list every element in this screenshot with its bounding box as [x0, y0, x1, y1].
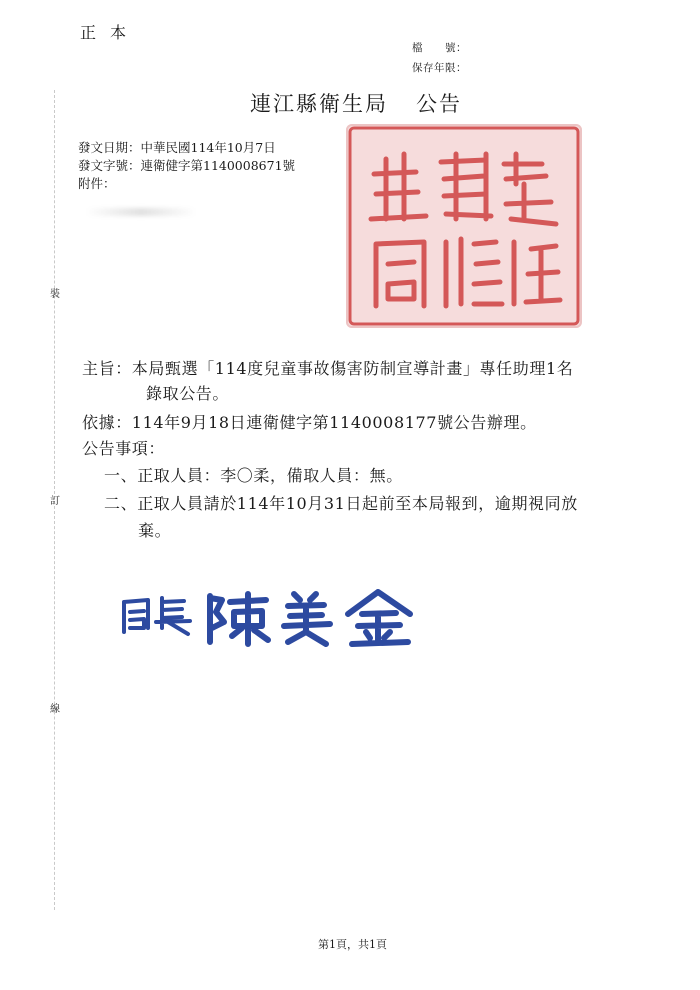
subject-line-2: 錄取公告。 [146, 384, 230, 403]
signature-graphic [118, 588, 428, 648]
margin-mark-line: 線 [50, 704, 60, 715]
items-heading: 公告事項： [82, 439, 166, 458]
agency-name: 連江縣衛生局 [250, 92, 388, 116]
scan-smudge [86, 208, 196, 216]
subject-line-1: 主旨：本局甄選「114度兒童事故傷害防制宣導計畫」專任助理1名 [82, 359, 574, 378]
document-kind: 公告 [416, 92, 462, 116]
seal-stamp-graphic [346, 124, 582, 328]
issue-date: 發文日期：中華民國114年10月7日 [78, 140, 276, 155]
issue-number: 發文字號：連衛健字第1140008671號 [78, 158, 296, 173]
file-number-label: 檔 號： [412, 42, 467, 54]
announcement-item-1: 一、正取人員：李〇柔，備取人員：無。 [104, 466, 403, 485]
basis-line: 依據：114年9月18日連衛健字第1140008177號公告辦理。 [82, 413, 537, 432]
document-title [250, 88, 462, 118]
official-seal [346, 124, 582, 328]
attachment-label: 附件： [78, 176, 116, 191]
margin-mark-bind: 裝 [50, 289, 60, 300]
retention-period-label: 保存年限： [412, 62, 467, 74]
margin-mark-staple: 訂 [50, 496, 60, 507]
copy-type-label: 正本 [80, 23, 141, 42]
director-signature-stamp [118, 588, 428, 648]
page-footer: 第1頁，共1頁 [318, 938, 387, 951]
announcement-item-2-line-2: 棄。 [138, 521, 172, 540]
announcement-item-2-line-1: 二、正取人員請於114年10月31日起前至本局報到，逾期視同放 [104, 494, 578, 513]
